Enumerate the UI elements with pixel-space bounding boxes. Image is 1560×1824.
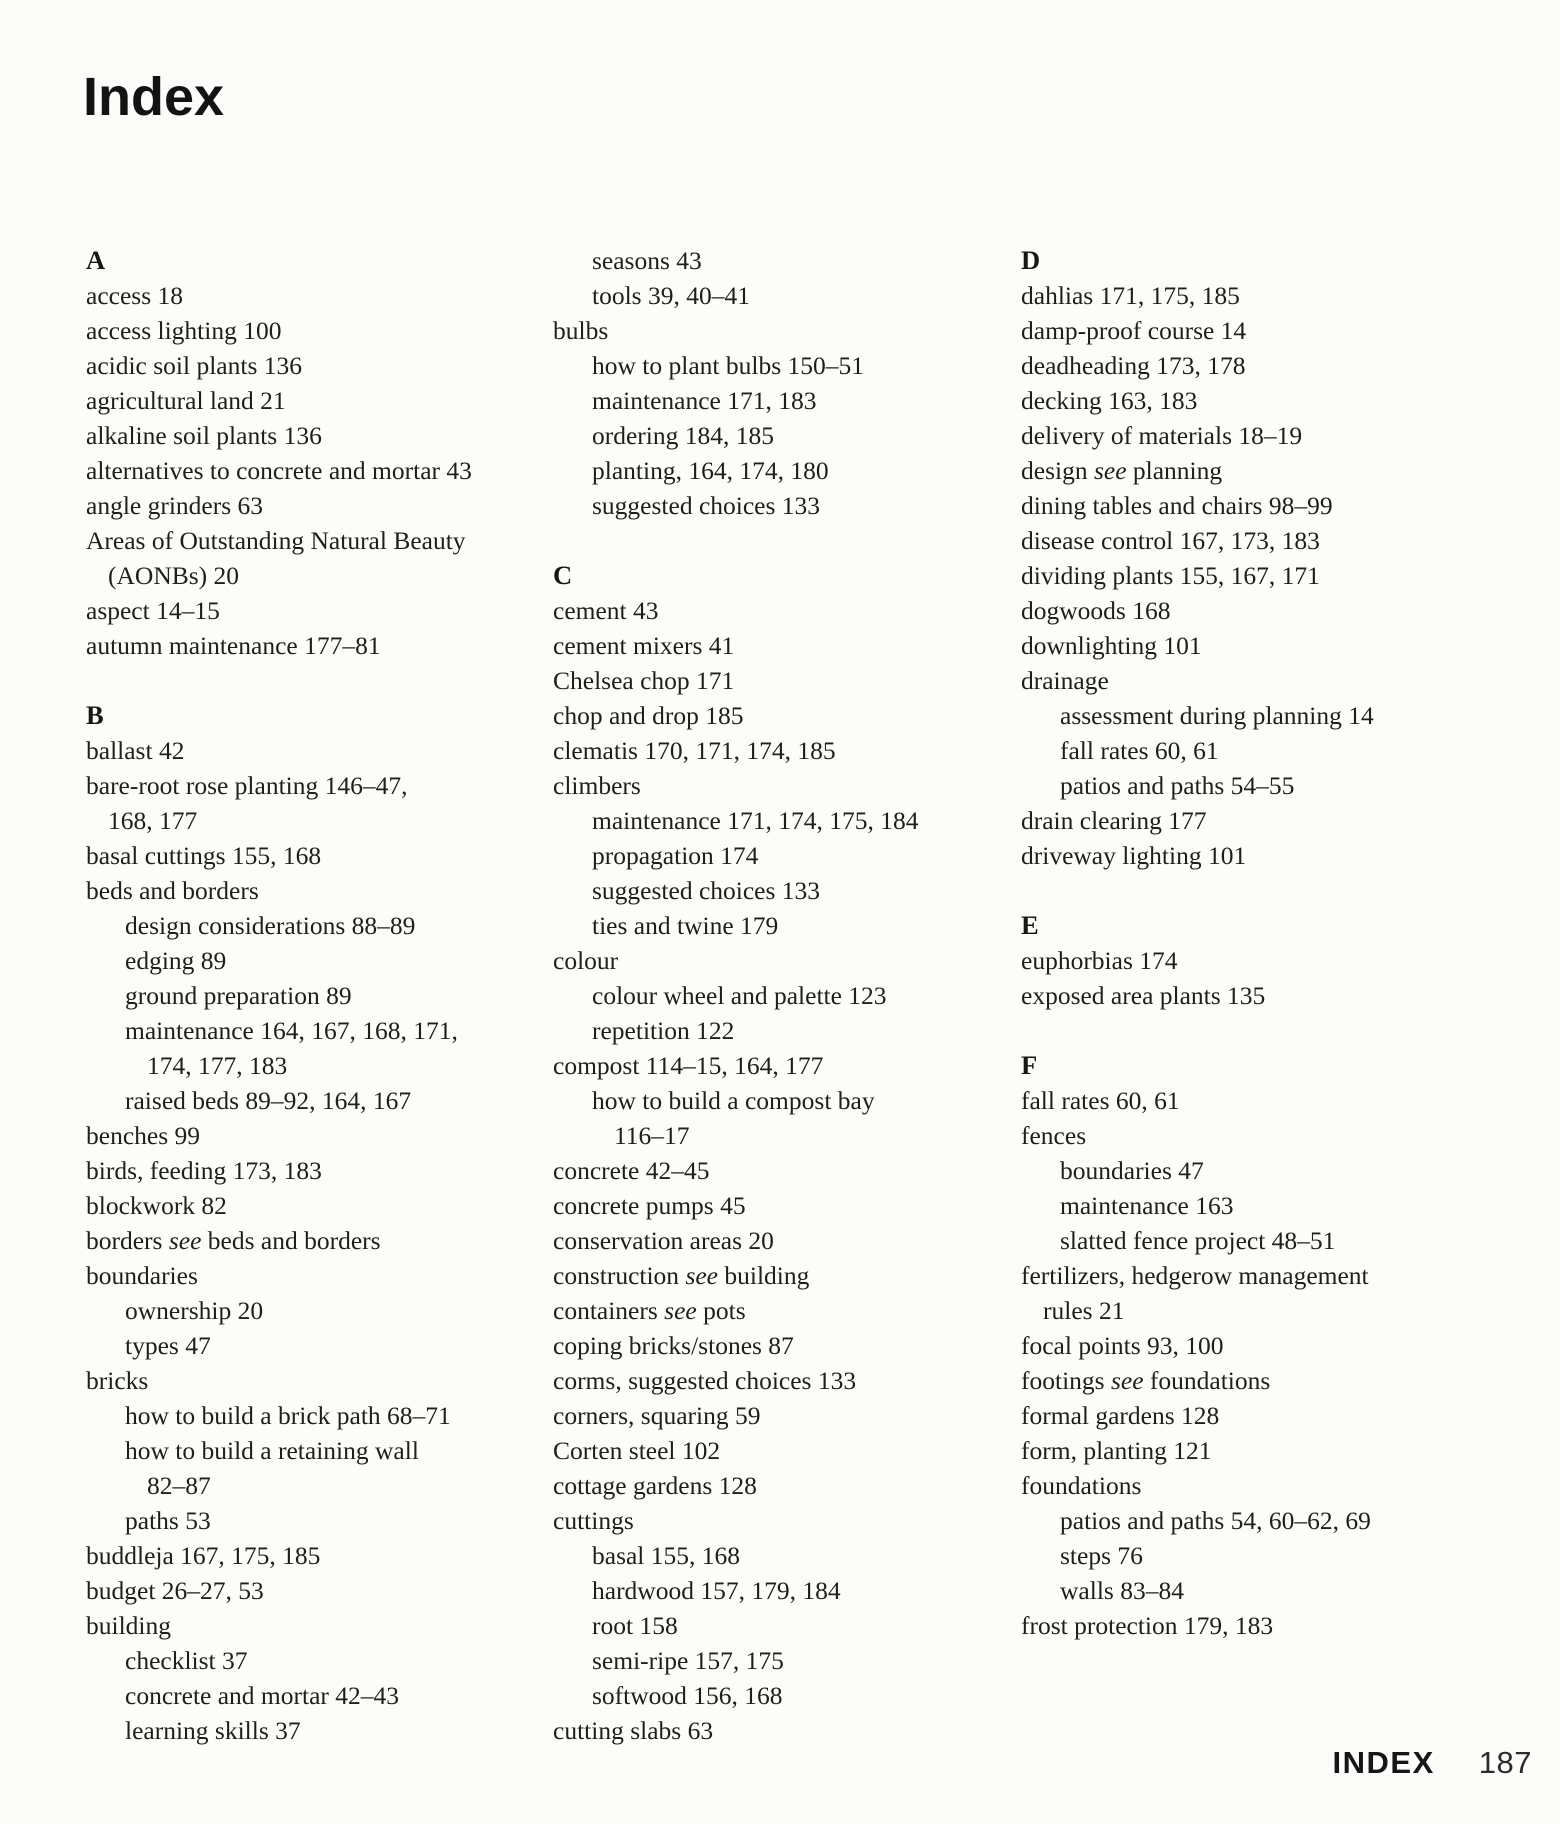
index-entry: how to build a retaining wall 82–87: [125, 1436, 419, 1500]
index-entry: slatted fence project 48–51: [1060, 1226, 1336, 1255]
letter-heading: A: [86, 245, 106, 275]
index-entry: drain clearing 177: [1021, 806, 1207, 835]
index-entry: basal cuttings 155, 168: [86, 841, 322, 870]
index-entry: assessment during planning 14: [1060, 701, 1374, 730]
index-entry: damp-proof course 14: [1021, 316, 1247, 345]
index-column-3: [1021, 243, 1519, 1643]
index-entry: deadheading 173, 178: [1021, 351, 1246, 380]
index-entry: fall rates 60, 61: [1021, 1086, 1180, 1115]
index-entry: cottage gardens 128: [553, 1471, 757, 1500]
index-entry: driveway lighting 101: [1021, 841, 1247, 870]
index-entry: blockwork 82: [86, 1191, 227, 1220]
index-entry: beds and borders: [86, 876, 259, 905]
index-entry: exposed area plants 135: [1021, 981, 1266, 1010]
index-entry: maintenance 171, 174, 175, 184: [592, 806, 919, 835]
index-entry: formal gardens 128: [1021, 1401, 1220, 1430]
index-entry: Chelsea chop 171: [553, 666, 735, 695]
index-entry: autumn maintenance 177–81: [86, 631, 381, 660]
index-entry: suggested choices 133: [592, 491, 821, 520]
index-entry: types 47: [125, 1331, 211, 1360]
index-entry: aspect 14–15: [86, 596, 220, 625]
index-entry: climbers: [553, 771, 641, 800]
index-entry: access 18: [86, 281, 183, 310]
footer-page-number: 187: [1478, 1745, 1532, 1780]
index-entry: tools 39, 40–41: [592, 281, 750, 310]
index-entry: suggested choices 133: [592, 876, 821, 905]
index-entry: how to build a compost bay 116–17: [592, 1086, 875, 1150]
index-entry: dogwoods 168: [1021, 596, 1171, 625]
index-entry: paths 53: [125, 1506, 211, 1535]
index-entry: cuttings: [553, 1506, 634, 1535]
index-entry: bare-root rose planting 146–47, 168, 177: [86, 771, 408, 835]
index-column-1: [86, 243, 548, 1748]
index-entry: colour wheel and palette 123: [592, 981, 887, 1010]
index-entry: how to build a brick path 68–71: [125, 1401, 451, 1430]
letter-heading: E: [1021, 910, 1039, 940]
index-entry: dahlias 171, 175, 185: [1021, 281, 1240, 310]
index-entry: budget 26–27, 53: [86, 1576, 264, 1605]
index-entry: semi-ripe 157, 175: [592, 1646, 784, 1675]
index-entry: agricultural land 21: [86, 386, 286, 415]
letter-heading: B: [86, 700, 104, 730]
index-entry: footings see foundations: [1021, 1366, 1271, 1395]
index-entry: steps 76: [1060, 1541, 1143, 1570]
index-entry: raised beds 89–92, 164, 167: [125, 1086, 412, 1115]
index-entry: design see planning: [1021, 456, 1223, 485]
index-entry: building: [86, 1611, 172, 1640]
index-entry: boundaries 47: [1060, 1156, 1204, 1185]
footer: [1000, 1745, 1532, 1781]
index-entry: downlighting 101: [1021, 631, 1202, 660]
index-entry: patios and paths 54–55: [1060, 771, 1295, 800]
index-entry: disease control 167, 173, 183: [1021, 526, 1320, 555]
index-entry: maintenance 163: [1060, 1191, 1234, 1220]
index-entry: fences: [1021, 1121, 1087, 1150]
index-entry: ownership 20: [125, 1296, 264, 1325]
index-entry: form, planting 121: [1021, 1436, 1212, 1465]
index-entry: bricks: [86, 1366, 149, 1395]
index-entry: edging 89: [125, 946, 227, 975]
index-entry: concrete 42–45: [553, 1156, 710, 1185]
index-entry: bulbs: [553, 316, 609, 345]
index-entry: seasons 43: [592, 246, 702, 275]
index-entry: access lighting 100: [86, 316, 282, 345]
index-entry: concrete pumps 45: [553, 1191, 746, 1220]
letter-heading: D: [1021, 245, 1041, 275]
index-entry: coping bricks/stones 87: [553, 1331, 794, 1360]
index-entry: ballast 42: [86, 736, 185, 765]
index-entry: maintenance 164, 167, 168, 171, 174, 177, 183: [125, 1016, 458, 1080]
letter-heading: C: [553, 560, 573, 590]
index-entry: benches 99: [86, 1121, 201, 1150]
index-entry: ground preparation 89: [125, 981, 352, 1010]
index-entry: buddleja 167, 175, 185: [86, 1541, 321, 1570]
index-entry: drainage: [1021, 666, 1109, 695]
index-entry: focal points 93, 100: [1021, 1331, 1224, 1360]
index-entry: Areas of Outstanding Natural Beauty (AONBs) 20: [86, 526, 466, 590]
index-entry: dining tables and chairs 98–99: [1021, 491, 1333, 520]
index-entry: conservation areas 20: [553, 1226, 774, 1255]
index-entry: borders see beds and borders: [86, 1226, 381, 1255]
footer-section-label: INDEX: [1332, 1745, 1435, 1780]
index-entry: fall rates 60, 61: [1060, 736, 1219, 765]
index-entry: Corten steel 102: [553, 1436, 721, 1465]
index-entry: corms, suggested choices 133: [553, 1366, 857, 1395]
index-entry: angle grinders 63: [86, 491, 264, 520]
index-entry: walls 83–84: [1060, 1576, 1184, 1605]
index-entry: cement mixers 41: [553, 631, 735, 660]
index-entry: ordering 184, 185: [592, 421, 775, 450]
index-entry: acidic soil plants 136: [86, 351, 303, 380]
index-entry: alkaline soil plants 136: [86, 421, 322, 450]
index-entry: compost 114–15, 164, 177: [553, 1051, 824, 1080]
index-entry: chop and drop 185: [553, 701, 744, 730]
index-entry: planting, 164, 174, 180: [592, 456, 829, 485]
index-entry: propagation 174: [592, 841, 759, 870]
letter-heading: F: [1021, 1050, 1038, 1080]
index-entry: construction see building: [553, 1261, 810, 1290]
page-title: Index: [83, 67, 225, 128]
index-entry: cement 43: [553, 596, 659, 625]
index-entry: learning skills 37: [125, 1716, 301, 1745]
index-entry: delivery of materials 18–19: [1021, 421, 1303, 450]
index-entry: foundations: [1021, 1471, 1142, 1500]
index-column-2: [553, 243, 1013, 1748]
index-entry: decking 163, 183: [1021, 386, 1198, 415]
index-entry: checklist 37: [125, 1646, 248, 1675]
index-entry: hardwood 157, 179, 184: [592, 1576, 841, 1605]
index-entry: design considerations 88–89: [125, 911, 416, 940]
index-entry: clematis 170, 171, 174, 185: [553, 736, 836, 765]
index-entry: repetition 122: [592, 1016, 735, 1045]
index-entry: concrete and mortar 42–43: [125, 1681, 400, 1710]
index-entry: basal 155, 168: [592, 1541, 741, 1570]
index-entry: alternatives to concrete and mortar 43: [86, 456, 472, 485]
index-entry: ties and twine 179: [592, 911, 779, 940]
index-entry: fertilizers, hedgerow management rules 21: [1021, 1261, 1369, 1325]
index-entry: how to plant bulbs 150–51: [592, 351, 864, 380]
index-entry: corners, squaring 59: [553, 1401, 761, 1430]
index-entry: maintenance 171, 183: [592, 386, 817, 415]
index-entry: colour: [553, 946, 619, 975]
index-entry: frost protection 179, 183: [1021, 1611, 1274, 1640]
index-entry: dividing plants 155, 167, 171: [1021, 561, 1320, 590]
index-entry: containers see pots: [553, 1296, 746, 1325]
index-entry: euphorbias 174: [1021, 946, 1178, 975]
index-entry: cutting slabs 63: [553, 1716, 714, 1745]
index-entry: root 158: [592, 1611, 678, 1640]
index-entry: birds, feeding 173, 183: [86, 1156, 322, 1185]
index-entry: patios and paths 54, 60–62, 69: [1060, 1506, 1371, 1535]
index-entry: softwood 156, 168: [592, 1681, 783, 1710]
index-entry: boundaries: [86, 1261, 198, 1290]
